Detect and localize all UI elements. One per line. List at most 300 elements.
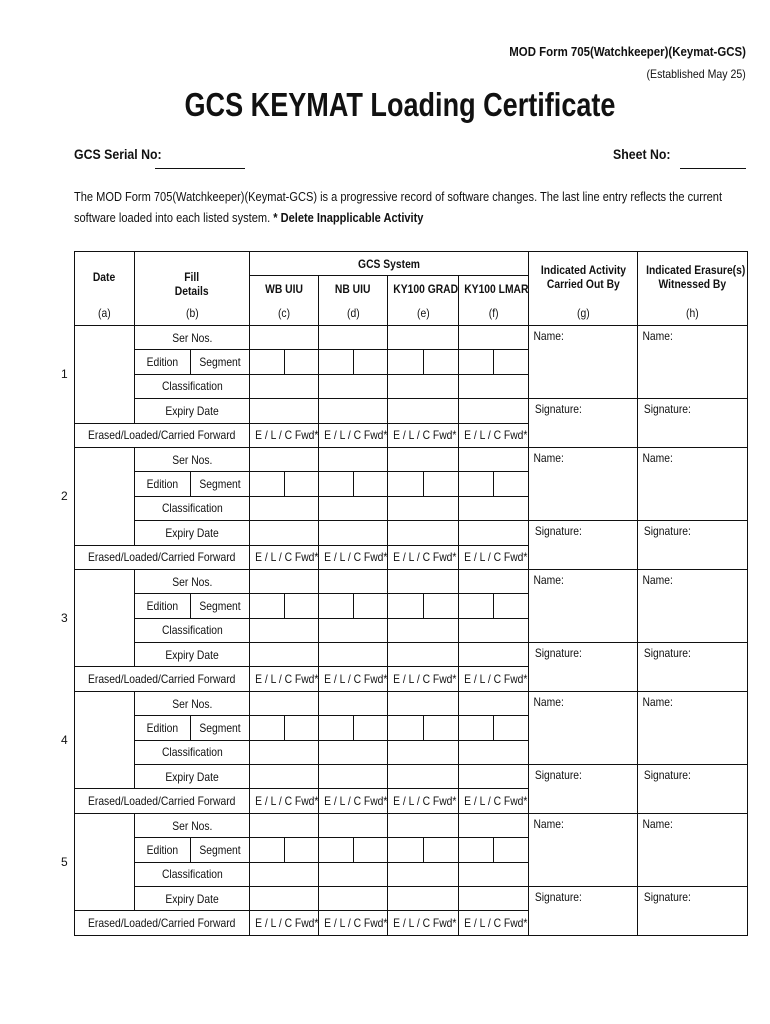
entry-1-ser-label: Ser Nos.: [171, 330, 213, 345]
entry-1-elc-lmar[interactable]: [459, 423, 529, 447]
entry-2-elc-nb[interactable]: [319, 545, 388, 569]
entry-2-activity-name[interactable]: [529, 447, 638, 520]
entry-1-activity-name[interactable]: [529, 326, 638, 399]
entry-1-ser-label-cell: [135, 326, 250, 350]
entry-5-activity-signature-label: Signature:: [534, 889, 582, 904]
entry-1-seg-lmar[interactable]: [494, 350, 529, 374]
entry-1-ed-grad[interactable]: [388, 350, 424, 374]
entry-2-exp-nb[interactable]: [319, 521, 388, 545]
entry-3-activity-name[interactable]: [529, 569, 638, 642]
entry-5-elc-grad[interactable]: [388, 911, 459, 935]
entry-4-ser-label-cell: [135, 691, 250, 715]
entry-4-class-label-cell: [135, 740, 250, 764]
entry-2-erasure-signature[interactable]: [638, 521, 748, 570]
entry-1-elc-nb[interactable]: [319, 423, 388, 447]
entry-4-activity-signature[interactable]: [529, 765, 638, 814]
ref-g: [529, 302, 638, 326]
entry-1-expiry-label: Expiry Date: [165, 403, 219, 418]
entry-1-expiry-label-cell: [135, 399, 250, 423]
entry-5-class-label-cell: [135, 862, 250, 886]
entry-3-elc-nb-text: E / L / C Fwd*: [324, 672, 388, 687]
header-date-label: Date: [93, 269, 116, 284]
entry-4-expiry-row: [75, 765, 748, 789]
header-lmar: [459, 276, 529, 302]
ref-f: [459, 302, 529, 326]
entry-5-ed-grad[interactable]: [388, 838, 424, 862]
entry-2-ser-grad[interactable]: [388, 447, 459, 471]
entry-4-ser-lmar[interactable]: [459, 691, 529, 715]
entry-2-segment-label-cell: [191, 472, 250, 496]
entry-3-exp-grad[interactable]: [388, 643, 459, 667]
entry-3-class-lmar[interactable]: [459, 618, 529, 642]
entry-5-elc-wb-text: E / L / C Fwd*: [255, 916, 319, 931]
ref-f-label: (f): [488, 306, 499, 321]
entry-5-segment-label-cell: [191, 838, 250, 862]
entry-4-class-nb[interactable]: [319, 740, 388, 764]
entry-1-ser-wb[interactable]: [250, 326, 319, 350]
entry-5-activity-name-label: Name:: [533, 816, 564, 831]
entry-3-elc-lmar-text: E / L / C Fwd*: [464, 672, 528, 687]
entry-2-ser-nb[interactable]: [319, 447, 388, 471]
header-date: [75, 252, 135, 302]
entry-1-ser-row: [75, 326, 748, 350]
entry-5-activity-signature[interactable]: [529, 886, 638, 935]
loading-certificate-table: [61, 251, 748, 936]
entry-2-activity-signature-label: Signature:: [534, 524, 582, 539]
entry-5-ser-lmar[interactable]: [459, 813, 529, 837]
entry-3-erasure-name-label: Name:: [642, 572, 673, 587]
entry-2-expiry-row: [75, 521, 748, 545]
entry-5-erasure-signature[interactable]: [638, 886, 748, 935]
entry-4-elc-wb[interactable]: [250, 789, 319, 813]
entry-4-ser-label: Ser Nos.: [171, 696, 213, 711]
entry-5-date-cell[interactable]: [61, 813, 135, 911]
entry-2-erasure-signature-label: Signature:: [643, 524, 691, 539]
entry-3-expiry-label-cell: [135, 643, 250, 667]
entry-2-elc-grad-text: E / L / C Fwd*: [393, 550, 457, 565]
entry-1-edition-label: Edition: [146, 355, 179, 370]
entry-3-elc-label-cell: [75, 667, 250, 691]
ref-b-label: (b): [185, 306, 199, 321]
entry-2-elc-grad[interactable]: [388, 545, 459, 569]
entry-2-expiry-label: Expiry Date: [165, 525, 219, 540]
header-grad-label: KY100 GRAD: [393, 281, 459, 296]
entry-3-class-label-cell: [135, 618, 250, 642]
entry-2-elc-label-cell: [75, 545, 250, 569]
header-gcs-system-label: GCS System: [358, 256, 421, 271]
entry-4-seg-wb[interactable]: [285, 716, 319, 740]
entry-1-elc-wb[interactable]: [250, 423, 319, 447]
entry-4-elc-grad-text: E / L / C Fwd*: [393, 794, 457, 809]
entry-1-date-cell[interactable]: [61, 326, 135, 424]
page-title: GCS KEYMAT Loading Certificate: [184, 86, 616, 123]
entry-2-elc-lmar[interactable]: [459, 545, 529, 569]
entry-3-elc-lmar[interactable]: [459, 667, 529, 691]
entry-5-exp-lmar[interactable]: [459, 886, 529, 910]
entry-5-ser-row: [75, 813, 748, 837]
entry-4-exp-lmar[interactable]: [459, 765, 529, 789]
entry-2-elc-nb-text: E / L / C Fwd*: [324, 550, 388, 565]
entry-5-ed-wb[interactable]: [250, 838, 285, 862]
entry-3-seg-wb[interactable]: [285, 594, 319, 618]
entry-4-elc-label-cell: [75, 789, 250, 813]
entry-4-erasure-name-label: Name:: [642, 694, 673, 709]
entry-1-seg-nb[interactable]: [354, 350, 388, 374]
entry-4-expiry-label-cell: [135, 765, 250, 789]
header-activity: [529, 252, 638, 302]
entry-5-ed-lmar[interactable]: [459, 838, 494, 862]
entry-3-activity-signature[interactable]: [529, 643, 638, 692]
entry-1-elc-grad[interactable]: [388, 423, 459, 447]
intro-text: [74, 187, 747, 229]
entry-1-elc-grad-text: E / L / C Fwd*: [393, 428, 457, 443]
serial-label: GCS Serial No:: [74, 146, 162, 162]
entry-5-expiry-row: [75, 886, 748, 910]
entry-1-class-wb[interactable]: [250, 374, 319, 398]
entry-2-ser-wb[interactable]: [250, 447, 319, 471]
entry-5-class-nb[interactable]: [319, 862, 388, 886]
entry-5-ser-wb[interactable]: [250, 813, 319, 837]
entry-1-erasure-signature-label: Signature:: [643, 402, 691, 417]
ref-h-label: (h): [686, 306, 699, 321]
entry-3-ed-nb[interactable]: [319, 594, 354, 618]
entry-2-expiry-label-cell: [135, 521, 250, 545]
entry-4-expiry-label: Expiry Date: [165, 769, 219, 784]
serial-field[interactable]: [155, 168, 245, 169]
entry-3-ser-row: [75, 569, 748, 593]
entry-3-class-label: Classification: [161, 623, 223, 638]
entry-4-exp-wb[interactable]: [250, 765, 319, 789]
ref-c: [250, 302, 319, 326]
entry-3-class-grad[interactable]: [388, 618, 459, 642]
entry-2-class-lmar[interactable]: [459, 496, 529, 520]
entry-4-ed-wb[interactable]: [250, 716, 285, 740]
entry-1-ser-nb[interactable]: [319, 326, 388, 350]
entry-4-ed-lmar[interactable]: [459, 716, 494, 740]
entry-3-expiry-label: Expiry Date: [165, 647, 219, 662]
entry-2-elc-wb-text: E / L / C Fwd*: [255, 550, 319, 565]
header-activity-label-2: Carried Out By: [546, 276, 620, 291]
entry-3-class-wb[interactable]: [250, 618, 319, 642]
entry-3-exp-lmar[interactable]: [459, 643, 529, 667]
entry-4-class-lmar[interactable]: [459, 740, 529, 764]
entry-4-edition-label-cell: [135, 716, 191, 740]
entry-3-segment-label-cell: [191, 594, 250, 618]
entry-2-seg-lmar[interactable]: [494, 472, 529, 496]
entry-3-ser-nb[interactable]: [319, 569, 388, 593]
header-wb: [250, 276, 319, 302]
entry-1-class-lmar[interactable]: [459, 374, 529, 398]
entry-4-edition-label: Edition: [146, 720, 179, 735]
entry-3-segment-label: Segment: [199, 598, 241, 613]
entry-5-expiry-label: Expiry Date: [165, 891, 219, 906]
entry-2-exp-grad[interactable]: [388, 521, 459, 545]
entry-3-elc-grad[interactable]: [388, 667, 459, 691]
header-details-label: Details: [175, 283, 209, 298]
entry-1-erasure-signature[interactable]: [638, 399, 748, 448]
entry-3-elc-grad-text: E / L / C Fwd*: [393, 672, 457, 687]
ref-c-label: (c): [277, 306, 291, 321]
entry-4-activity-name-label: Name:: [533, 694, 564, 709]
entry-2-exp-lmar[interactable]: [459, 521, 529, 545]
ref-e: [388, 302, 459, 326]
entry-2-seg-wb[interactable]: [285, 472, 319, 496]
entry-2-erasure-name[interactable]: [638, 447, 748, 520]
entry-1-class-label: Classification: [161, 379, 223, 394]
entry-1-seg-wb[interactable]: [285, 350, 319, 374]
entry-2-ed-lmar[interactable]: [459, 472, 494, 496]
entry-4-class-grad[interactable]: [388, 740, 459, 764]
entry-4-seg-lmar[interactable]: [494, 716, 529, 740]
entry-5-exp-grad[interactable]: [388, 886, 459, 910]
entry-5-exp-wb[interactable]: [250, 886, 319, 910]
entry-3-ser-wb[interactable]: [250, 569, 319, 593]
entry-3-elc-nb[interactable]: [319, 667, 388, 691]
entry-2-exp-wb[interactable]: [250, 521, 319, 545]
entry-3-edition-label: Edition: [146, 598, 179, 613]
entry-5-activity-name[interactable]: [529, 813, 638, 886]
entry-2-activity-signature[interactable]: [529, 521, 638, 570]
entry-1-erasure-name-label: Name:: [642, 329, 673, 343]
entry-4-ed-grad[interactable]: [388, 716, 424, 740]
entry-3-ed-wb[interactable]: [250, 594, 285, 618]
entry-3-number: 3: [61, 611, 68, 626]
ref-a: [75, 302, 135, 326]
entry-3-erasure-signature[interactable]: [638, 643, 748, 692]
entry-3-seg-lmar[interactable]: [494, 594, 529, 618]
entry-4-exp-grad[interactable]: [388, 765, 459, 789]
entry-2-seg-grad[interactable]: [424, 472, 459, 496]
entry-1-ed-nb[interactable]: [319, 350, 354, 374]
entry-5-seg-wb[interactable]: [285, 838, 319, 862]
ref-d-label: (d): [346, 306, 360, 321]
entry-1-activity-signature-label: Signature:: [534, 402, 582, 417]
entry-4-class-wb[interactable]: [250, 740, 319, 764]
ref-e-label: (e): [416, 306, 430, 321]
entry-4-erasure-signature[interactable]: [638, 765, 748, 814]
entry-2-date-cell[interactable]: [61, 447, 135, 545]
entry-5-expiry-label-cell: [135, 886, 250, 910]
entry-5-seg-grad[interactable]: [424, 838, 459, 862]
header-wb-label: WB UIU: [265, 281, 303, 296]
entry-3-ser-label: Ser Nos.: [171, 574, 213, 589]
established-date: (Established May 25): [646, 67, 746, 81]
entry-3-ed-lmar[interactable]: [459, 594, 494, 618]
entry-3-seg-grad[interactable]: [424, 594, 459, 618]
entry-3-erasure-name[interactable]: [638, 569, 748, 642]
entry-3-ser-grad[interactable]: [388, 569, 459, 593]
entry-2-edition-label-cell: [135, 472, 191, 496]
header-nb: [319, 276, 388, 302]
entry-1-class-label-cell: [135, 374, 250, 398]
entry-5-ser-nb[interactable]: [319, 813, 388, 837]
entry-4-activity-signature-label: Signature:: [534, 768, 582, 783]
entry-3-date-cell[interactable]: [61, 569, 135, 667]
entry-5-seg-nb[interactable]: [354, 838, 388, 862]
entry-2-ser-label: Ser Nos.: [171, 452, 213, 467]
entry-2-elc-label: Erased/Loaded/Carried Forward: [88, 550, 236, 565]
entry-3-elc-wb-text: E / L / C Fwd*: [255, 672, 319, 687]
intro-emphasis: * Delete Inapplicable Activity: [273, 211, 424, 225]
entry-5-elc-nb-text: E / L / C Fwd*: [324, 916, 388, 931]
entry-4-ser-wb[interactable]: [250, 691, 319, 715]
ref-d: [319, 302, 388, 326]
entry-3-exp-nb[interactable]: [319, 643, 388, 667]
entry-4-seg-nb[interactable]: [354, 716, 388, 740]
form-identifier: MOD Form 705(Watchkeeper)(Keymat-GCS): [509, 44, 746, 59]
entry-4-segment-label: Segment: [199, 720, 241, 735]
entry-2-ed-nb[interactable]: [319, 472, 354, 496]
entry-1-ser-lmar[interactable]: [459, 326, 529, 350]
entry-5-class-lmar[interactable]: [459, 862, 529, 886]
entry-4-exp-nb[interactable]: [319, 765, 388, 789]
entry-3-seg-nb[interactable]: [354, 594, 388, 618]
entry-4-elc-label: Erased/Loaded/Carried Forward: [88, 794, 236, 809]
entry-4-ser-row: [75, 691, 748, 715]
entry-4-elc-lmar[interactable]: [459, 789, 529, 813]
header-grad: [388, 276, 459, 302]
entry-1-exp-nb[interactable]: [319, 399, 388, 423]
ref-b: [135, 302, 250, 326]
entry-1-ser-grad[interactable]: [388, 326, 459, 350]
entry-5-number: 5: [61, 855, 68, 870]
entry-5-exp-nb[interactable]: [319, 886, 388, 910]
entry-2-ed-wb[interactable]: [250, 472, 285, 496]
entry-4-elc-wb-text: E / L / C Fwd*: [255, 794, 319, 809]
entry-2-class-label-cell: [135, 496, 250, 520]
entry-3-ed-grad[interactable]: [388, 594, 424, 618]
entry-5-segment-label: Segment: [199, 842, 241, 857]
entry-1-number: 1: [61, 367, 68, 382]
entry-2-segment-label: Segment: [199, 477, 241, 492]
ref-h: [638, 302, 748, 326]
entry-1-class-nb[interactable]: [319, 374, 388, 398]
entry-2-edition-label: Edition: [146, 477, 179, 492]
entry-2-class-nb[interactable]: [319, 496, 388, 520]
entry-1-segment-label-cell: [191, 350, 250, 374]
header-gcs-system: [250, 252, 529, 276]
entry-5-elc-grad-text: E / L / C Fwd*: [393, 916, 457, 931]
entry-3-erasure-signature-label: Signature:: [643, 646, 691, 661]
entry-4-ser-grad[interactable]: [388, 691, 459, 715]
entry-1-elc-nb-text: E / L / C Fwd*: [324, 428, 388, 443]
entry-3-ser-lmar[interactable]: [459, 569, 529, 593]
entry-4-elc-lmar-text: E / L / C Fwd*: [464, 794, 528, 809]
entry-3-elc-wb[interactable]: [250, 667, 319, 691]
header-erasure: [638, 252, 748, 302]
header-erasure-label-1: Indicated Erasure(s): [646, 262, 746, 277]
entry-5-elc-label-cell: [75, 911, 250, 935]
entry-1-elc-label-cell: [75, 423, 250, 447]
entry-5-edition-label-cell: [135, 838, 191, 862]
entry-2-elc-wb[interactable]: [250, 545, 319, 569]
entry-4-elc-grad[interactable]: [388, 789, 459, 813]
entry-4-ser-nb[interactable]: [319, 691, 388, 715]
entry-1-activity-name-label: Name:: [533, 329, 564, 343]
entry-1-class-grad[interactable]: [388, 374, 459, 398]
entry-4-segment-label-cell: [191, 716, 250, 740]
entry-1-erasure-name[interactable]: [638, 326, 748, 399]
entry-5-ser-label: Ser Nos.: [171, 818, 213, 833]
entry-4-elc-nb-text: E / L / C Fwd*: [324, 794, 388, 809]
entry-5-erasure-name[interactable]: [638, 813, 748, 886]
entry-1-elc-lmar-text: E / L / C Fwd*: [464, 428, 528, 443]
entry-2-class-grad[interactable]: [388, 496, 459, 520]
entry-3-edition-label-cell: [135, 594, 191, 618]
entry-5-class-wb[interactable]: [250, 862, 319, 886]
entry-3-elc-label: Erased/Loaded/Carried Forward: [88, 672, 236, 687]
entry-3-expiry-row: [75, 643, 748, 667]
entry-2-ser-lmar[interactable]: [459, 447, 529, 471]
ref-a-label: (a): [98, 306, 111, 321]
entry-1-activity-signature[interactable]: [529, 399, 638, 448]
entry-2-ser-row: [75, 447, 748, 471]
entry-5-ser-grad[interactable]: [388, 813, 459, 837]
entry-1-ed-wb[interactable]: [250, 350, 285, 374]
entry-5-elc-lmar[interactable]: [459, 911, 529, 935]
entry-3-class-nb[interactable]: [319, 618, 388, 642]
entry-4-erasure-signature-label: Signature:: [643, 768, 691, 783]
entry-5-ed-nb[interactable]: [319, 838, 354, 862]
entry-4-date-cell[interactable]: [61, 691, 135, 789]
entry-5-class-grad[interactable]: [388, 862, 459, 886]
sheet-label: Sheet No:: [613, 146, 671, 162]
entry-1-exp-lmar[interactable]: [459, 399, 529, 423]
entry-4-activity-name[interactable]: [529, 691, 638, 764]
sheet-field[interactable]: [680, 168, 746, 169]
header-activity-label-1: Indicated Activity: [540, 262, 626, 277]
entry-1-elc-wb-text: E / L / C Fwd*: [255, 428, 319, 443]
entry-1-elc-label: Erased/Loaded/Carried Forward: [88, 428, 236, 443]
entry-4-elc-nb[interactable]: [319, 789, 388, 813]
entry-5-ser-label-cell: [135, 813, 250, 837]
entry-5-elc-wb[interactable]: [250, 911, 319, 935]
entry-1-seg-grad[interactable]: [424, 350, 459, 374]
entry-4-number: 4: [61, 733, 68, 748]
header-erasure-label-2: Witnessed By: [658, 276, 727, 291]
entry-4-seg-grad[interactable]: [424, 716, 459, 740]
entry-1-exp-wb[interactable]: [250, 399, 319, 423]
entry-2-class-wb[interactable]: [250, 496, 319, 520]
entry-2-ser-label-cell: [135, 447, 250, 471]
entry-5-elc-nb[interactable]: [319, 911, 388, 935]
entry-5-class-label: Classification: [161, 867, 223, 882]
entry-1-exp-grad[interactable]: [388, 399, 459, 423]
entry-2-ed-grad[interactable]: [388, 472, 424, 496]
entry-3-ser-label-cell: [135, 569, 250, 593]
entry-2-seg-nb[interactable]: [354, 472, 388, 496]
entry-5-erasure-name-label: Name:: [642, 816, 673, 831]
entry-5-edition-label: Edition: [146, 842, 179, 857]
entry-4-erasure-name[interactable]: [638, 691, 748, 764]
entry-5-elc-label: Erased/Loaded/Carried Forward: [88, 916, 236, 931]
entry-3-activity-name-label: Name:: [533, 572, 564, 587]
entry-2-elc-lmar-text: E / L / C Fwd*: [464, 550, 528, 565]
entry-1-edition-label-cell: [135, 350, 191, 374]
entry-1-expiry-row: [75, 399, 748, 423]
ref-g-label: (g): [576, 306, 590, 321]
entry-1-ed-lmar[interactable]: [459, 350, 494, 374]
header-lmar-label: KY100 LMAR: [464, 281, 529, 296]
entry-2-erasure-name-label: Name:: [642, 450, 673, 465]
entry-5-seg-lmar[interactable]: [494, 838, 529, 862]
entry-4-ed-nb[interactable]: [319, 716, 354, 740]
entry-3-activity-signature-label: Signature:: [534, 646, 582, 661]
entry-4-class-label: Classification: [161, 745, 223, 760]
header-fill: [135, 252, 250, 302]
entry-3-exp-wb[interactable]: [250, 643, 319, 667]
entry-2-activity-name-label: Name:: [533, 450, 564, 465]
